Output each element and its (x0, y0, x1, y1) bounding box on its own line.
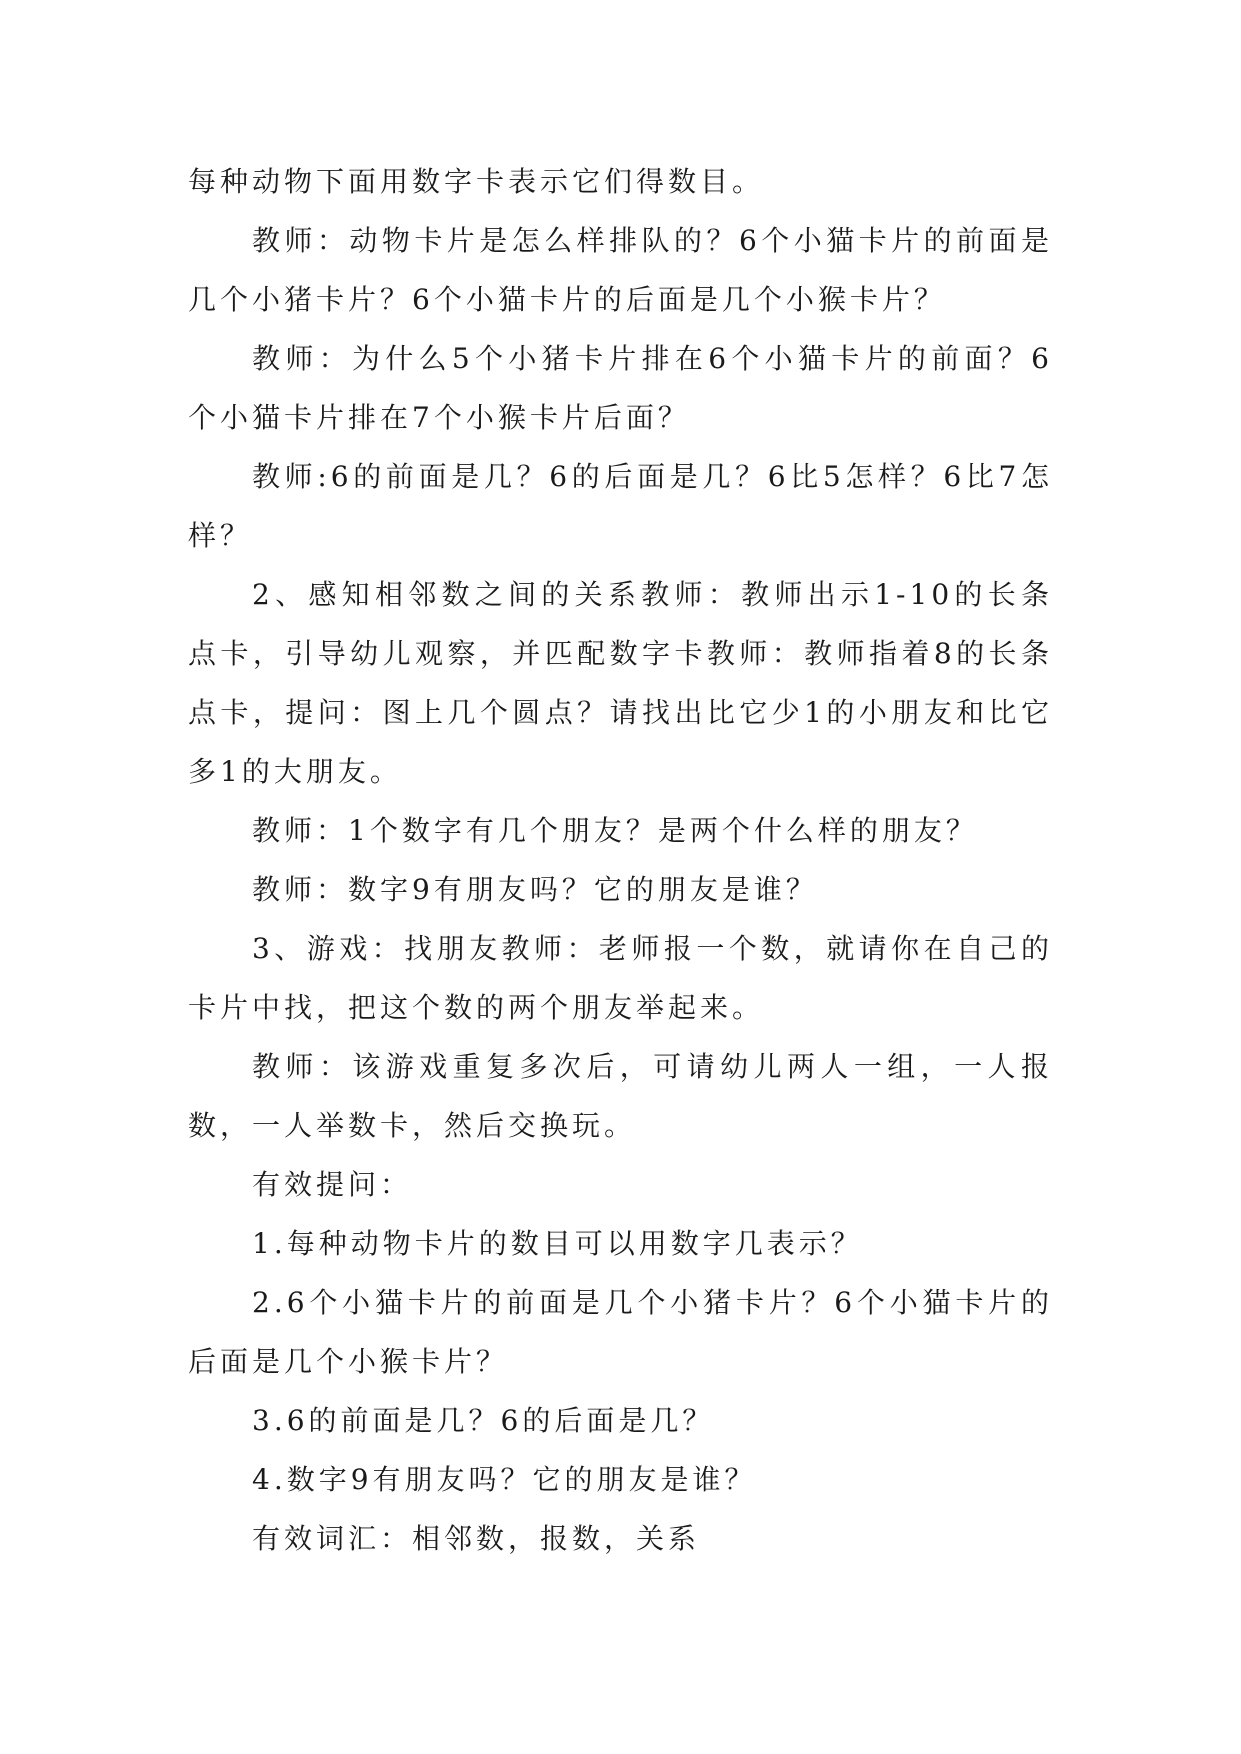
paragraph: 2、感知相邻数之间的关系教师：教师出示1-10的长条点卡，引导幼儿观察，并匹配数字卡教师：教师指着8的长条点卡，提问：图上几个圆点？请找出比它少1的小朋友和比它多1的大朋友。 (188, 578, 1053, 788)
vocabulary-line: 有效词汇：相邻数，报数，关系 (252, 1522, 701, 1555)
paragraph: 教师：1个数字有几个朋友？是两个什么样的朋友？ (252, 814, 978, 847)
body-text (188, 152, 1053, 1568)
paragraph: 教师：数字9有朋友吗？它的朋友是谁？ (252, 873, 818, 906)
list-item: 4.数字9有朋友吗？它的朋友是谁？ (252, 1463, 757, 1496)
section-heading: 有效提问： (252, 1168, 413, 1201)
list-item: 3.6的前面是几？6的后面是几？ (252, 1404, 715, 1437)
paragraph: 教师:6的前面是几？6的后面是几？6比5怎样？6比7怎样？ (188, 460, 1053, 552)
paragraph: 3、游戏：找朋友教师：老师报一个数，就请你在自己的卡片中找，把这个数的两个朋友举起来。 (188, 932, 1053, 1024)
list-item: 1.每种动物卡片的数目可以用数字几表示？ (252, 1227, 863, 1260)
paragraph: 每种动物下面用数字卡表示它们得数目。 (188, 165, 765, 198)
paragraph: 教师：该游戏重复多次后，可请幼儿两人一组，一人报数，一人举数卡，然后交换玩。 (188, 1050, 1053, 1142)
paragraph: 教师：动物卡片是怎么样排队的？6个小猫卡片的前面是几个小猪卡片？6个小猫卡片的后面是几个小猴卡片？ (188, 224, 1053, 316)
paragraph: 教师：为什么5个小猪卡片排在6个小猫卡片的前面？6个小猫卡片排在7个小猴卡片后面？ (188, 342, 1053, 434)
list-item: 2.6个小猫卡片的前面是几个小猪卡片？6个小猫卡片的后面是几个小猴卡片？ (188, 1286, 1053, 1378)
